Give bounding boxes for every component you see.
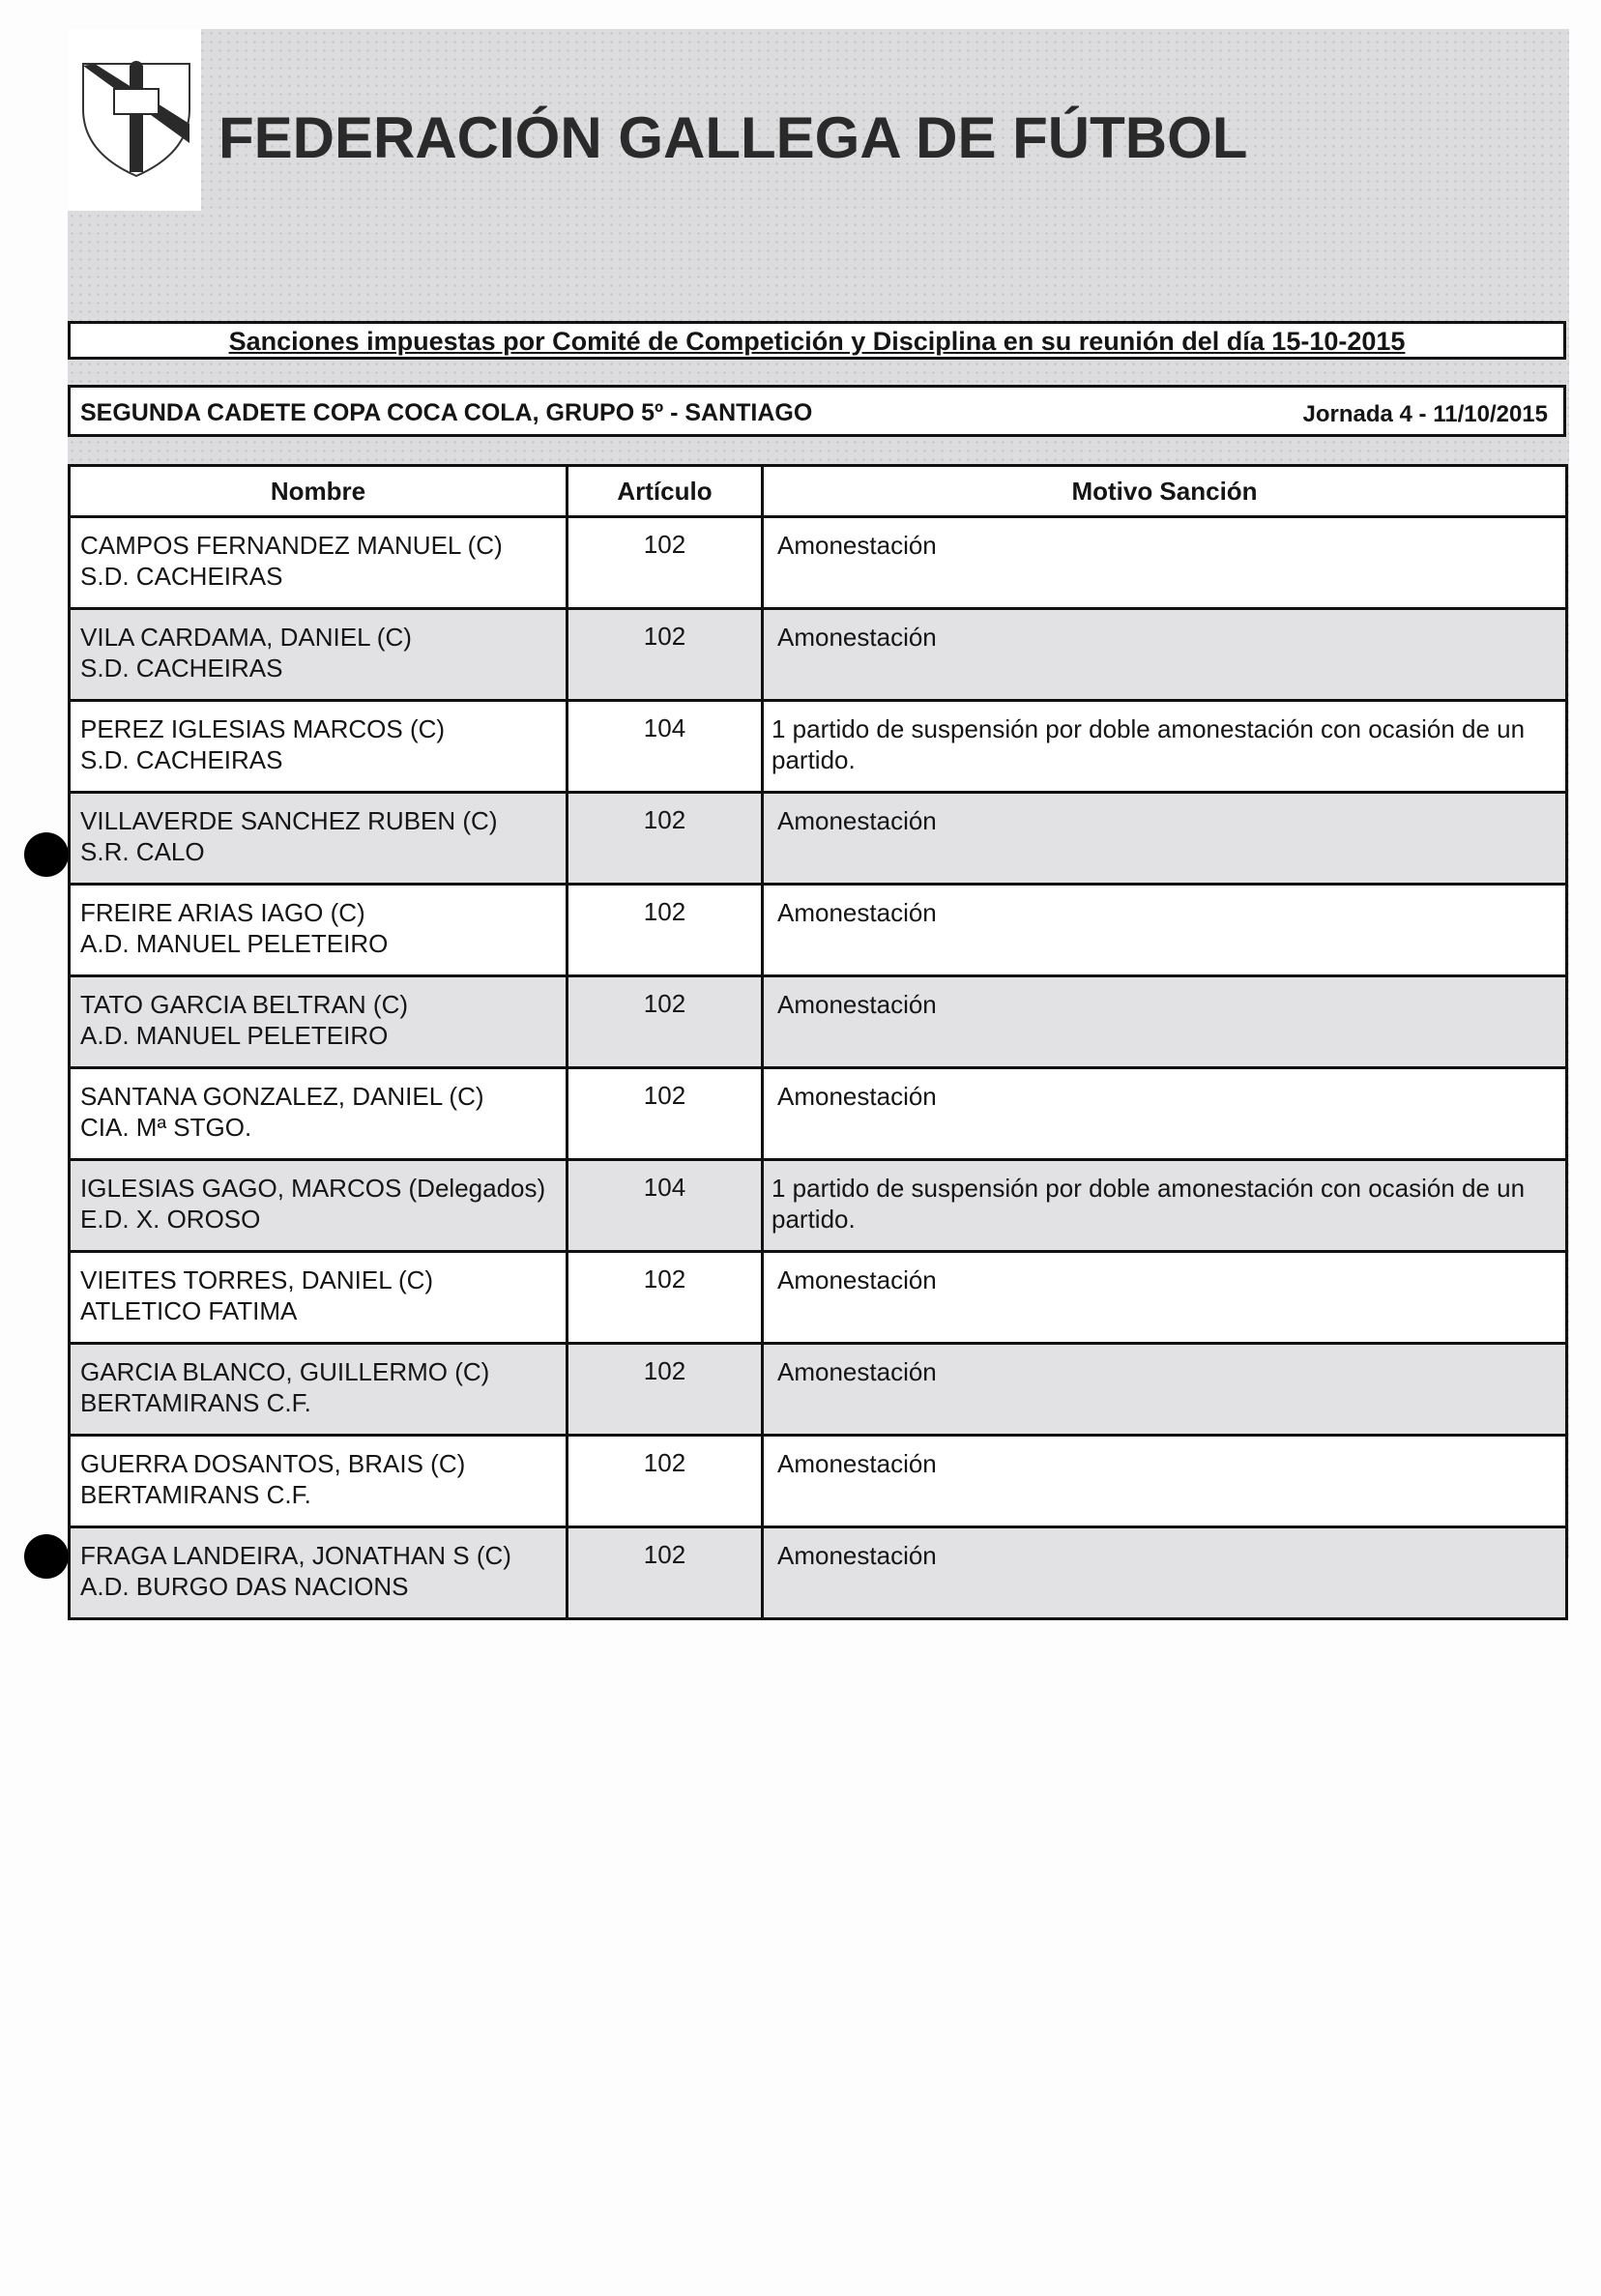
sanctions-heading-box [68,321,1566,360]
table-row [70,793,1567,885]
club-name: A.D. BURGO DAS NACIONS [80,1572,409,1601]
player-name: VILA CARDAMA, DANIEL (C) [80,623,412,652]
punch-hole [24,1534,69,1579]
player-name: TATO GARCIA BELTRAN (C) [80,990,409,1019]
table-row [70,885,1567,976]
table-row [70,701,1567,793]
punch-hole [24,832,69,877]
player-cell [70,1160,568,1252]
club-name: S.R. CALO [80,837,205,866]
table-row [70,1068,1567,1160]
player-cell [70,1252,568,1344]
player-cell [70,976,568,1068]
club-name: BERTAMIRANS C.F. [80,1480,311,1509]
player-cell [70,517,568,609]
player-name: IGLESIAS GAGO, MARCOS (Delegados) [80,1174,546,1203]
club-name: A.D. MANUEL PELETEIRO [80,1021,389,1050]
division-box [68,385,1566,437]
player-cell [70,1068,568,1160]
reason-cell: Amonestación [763,793,1567,885]
club-name: BERTAMIRANS C.F. [80,1388,311,1417]
article-cell: 102 [568,1344,763,1436]
player-name: SANTANA GONZALEZ, DANIEL (C) [80,1082,484,1111]
article-cell: 102 [568,1068,763,1160]
reason-cell: Amonestación [763,1068,1567,1160]
player-cell [70,1436,568,1527]
federation-title: FEDERACIÓN GALLEGA DE FÚTBOL [218,105,1248,170]
reason-cell: Amonestación [763,1527,1567,1619]
player-name: FRAGA LANDEIRA, JONATHAN S (C) [80,1541,511,1570]
table-row [70,1344,1567,1436]
club-name: ATLETICO FATIMA [80,1296,298,1325]
reason-cell: Amonestación [763,517,1567,609]
player-name: VILLAVERDE SANCHEZ RUBEN (C) [80,806,498,835]
table-row [70,1436,1567,1527]
article-cell: 102 [568,793,763,885]
header-motivo: Motivo Sanción [763,466,1567,517]
player-cell [70,609,568,701]
player-cell [70,885,568,976]
article-cell: 102 [568,609,763,701]
article-cell: 104 [568,701,763,793]
player-name: VIEITES TORRES, DANIEL (C) [80,1265,434,1294]
club-name: CIA. Mª STGO. [80,1113,252,1142]
club-name: S.D. CACHEIRAS [80,562,283,591]
reason-cell: Amonestación [763,885,1567,976]
reason-cell: 1 partido de suspensión por doble amonestación con ocasión de un partido. [763,1160,1567,1252]
club-name: A.D. MANUEL PELETEIRO [80,929,389,958]
player-name: FREIRE ARIAS IAGO (C) [80,898,365,927]
article-cell: 102 [568,1527,763,1619]
reason-cell: Amonestación [763,609,1567,701]
club-name: S.D. CACHEIRAS [80,745,283,774]
table-row [70,1252,1567,1344]
table-row [70,976,1567,1068]
player-name: GUERRA DOSANTOS, BRAIS (C) [80,1449,466,1478]
player-name: GARCIA BLANCO, GUILLERMO (C) [80,1357,490,1386]
article-cell: 102 [568,885,763,976]
club-name: S.D. CACHEIRAS [80,654,283,683]
reason-cell: 1 partido de suspensión por doble amonestación con ocasión de un partido. [763,701,1567,793]
article-cell: 102 [568,1436,763,1527]
player-name: PEREZ IGLESIAS MARCOS (C) [80,714,446,743]
player-name: CAMPOS FERNANDEZ MANUEL (C) [80,531,503,560]
club-name: E.D. X. OROSO [80,1205,261,1234]
reason-cell: Amonestación [763,1344,1567,1436]
player-cell [70,1527,568,1619]
header-articulo: Artículo [568,466,763,517]
article-cell: 102 [568,1252,763,1344]
division-name: SEGUNDA CADETE COPA COCA COLA, GRUPO 5º - SANTIAGO [80,399,813,426]
sanctions-table [68,464,1568,1620]
reason-cell: Amonestación [763,1252,1567,1344]
table-row [70,1527,1567,1619]
table-row [70,1160,1567,1252]
player-cell [70,701,568,793]
reason-cell: Amonestación [763,976,1567,1068]
article-cell: 104 [568,1160,763,1252]
player-cell [70,1344,568,1436]
article-cell: 102 [568,517,763,609]
fgf-shield-logo [75,56,197,178]
reason-cell: Amonestación [763,1436,1567,1527]
jornada-label: Jornada 4 - 11/10/2015 [1302,401,1548,427]
article-cell: 102 [568,976,763,1068]
table-row [70,609,1567,701]
table-header-row [70,466,1567,517]
header-nombre: Nombre [70,466,568,517]
table-row [70,517,1567,609]
player-cell [70,793,568,885]
sanctions-heading: Sanciones impuestas por Comité de Competición y Disciplina en su reunión del día 15-10-2015 [228,327,1406,356]
